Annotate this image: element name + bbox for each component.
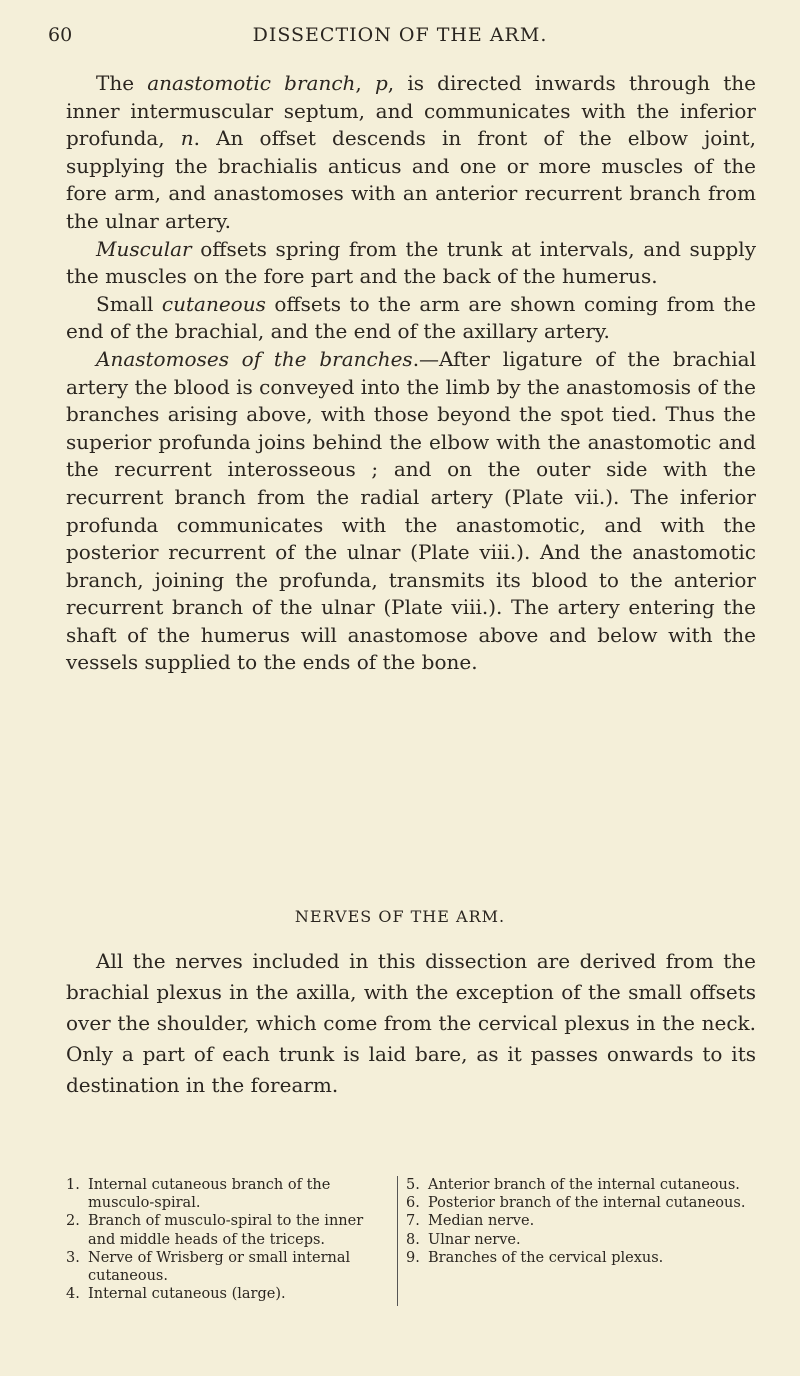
page-header <box>0 24 800 58</box>
text-run: Small <box>96 291 162 316</box>
paragraph-cutaneous <box>66 291 756 346</box>
legend-number: 7. <box>406 1213 420 1230</box>
text-run: The <box>96 71 148 95</box>
legend-text: Median nerve. <box>428 1213 535 1230</box>
legend-column-right <box>406 1176 751 1267</box>
legend-item <box>66 1176 384 1212</box>
italic-term: cutaneous <box>161 291 266 316</box>
paragraph-anastomotic-branch <box>66 70 756 236</box>
text-run: offsets spring from the trunk at intervals, and supply the muscles on the fore part and the back of the humerus. <box>66 236 756 289</box>
legend-number: 5. <box>406 1177 420 1193</box>
text-run: . An offset descends in front of the elbow joint, supplying the brachialis anticus and one or more muscles of the fore arm, and anastomoses with an anterior recurrent branch from the ulnar artery. <box>66 126 756 233</box>
running-title: DISSECTION OF THE ARM. <box>252 24 548 46</box>
legend-text: Posterior branch of the internal cutaneous. <box>428 1195 746 1212</box>
paragraph-nerves: All the nerves included in this dissection are derived from the brachial plexus in the axilla, with the exception of the small offsets over the shoulder, which come from the cervical plexus in the neck. Only a part of each trunk is laid bare, as it passes onwards to its destination in the forearm. <box>66 949 756 1097</box>
text-run: .—After ligature of the brachial artery the blood is conveyed into the limb by the anastomosis of the branches arising above, with those beyond the spot tied. Thus the superior profunda joins behind the elbow with the anastomotic and the recurrent interosseous ; and on the outer side with the recurrent branch from the radial artery (Plate vii.). The inferior profunda communicates with the anastomotic, and with the posterior recurrent of the ulnar (Plate viii.). And the anastomotic branch, joining the profunda, transmits its blood to the anterior recurrent branch of the ulnar (Plate viii.). The artery entering the shaft of the humerus will anastomose above and below with the vessels supplied to the ends of the bone. <box>66 346 756 675</box>
italic-letter: p <box>374 71 388 95</box>
legend-number: 4. <box>66 1286 80 1303</box>
legend-item <box>406 1176 751 1194</box>
legend-number: 1. <box>66 1177 80 1193</box>
italic-term: Muscular <box>96 236 192 261</box>
legend-item <box>406 1231 751 1249</box>
legend-text: Branch of musculo-spiral to the inner and middle heads of the triceps. <box>88 1213 364 1248</box>
paragraph-muscular <box>66 236 756 291</box>
legend-number: 3. <box>66 1249 80 1266</box>
legend-text: Ulnar nerve. <box>428 1231 521 1248</box>
legend-text: Branches of the cervical plexus. <box>428 1249 664 1266</box>
legend-item <box>406 1194 751 1212</box>
main-text <box>66 70 756 677</box>
legend-item <box>66 1249 384 1285</box>
legend-text: Nerve of Wrisberg or small internal cutaneous. <box>88 1249 351 1285</box>
text-run: , is directed inwards through the inner intermuscular septum, and communicates with the inferior profunda, <box>66 71 756 151</box>
legend-item <box>406 1249 751 1267</box>
legend-text: Internal cutaneous branch of the musculo-spiral. <box>88 1177 331 1212</box>
legend-divider <box>397 1176 398 1306</box>
italic-letter: n <box>180 126 194 151</box>
text-run: , <box>355 71 375 95</box>
legend-number: 9. <box>406 1249 420 1266</box>
legend-text: Anterior branch of the internal cutaneous. <box>428 1177 740 1193</box>
legend-number: 8. <box>406 1231 420 1248</box>
legend-item <box>66 1285 384 1303</box>
section-heading: NERVES OF THE ARM. <box>294 907 506 926</box>
text-run: offsets to the arm are shown coming from the end of the brachial, and the end of the axillary artery. <box>66 291 756 344</box>
figure-legend <box>66 1176 756 1376</box>
legend-text: Internal cutaneous (large). <box>88 1286 286 1303</box>
legend-number: 2. <box>66 1213 80 1230</box>
legend-item <box>406 1212 751 1230</box>
legend-number: 6. <box>406 1195 420 1212</box>
page-number: 60 <box>48 24 73 46</box>
italic-term: Anastomoses of the branches <box>96 346 413 371</box>
legend-column-left <box>66 1176 384 1303</box>
section-text <box>66 946 756 1101</box>
italic-term: anastomotic branch <box>147 71 356 95</box>
legend-item <box>66 1212 384 1248</box>
paragraph-anastomoses <box>66 346 756 677</box>
